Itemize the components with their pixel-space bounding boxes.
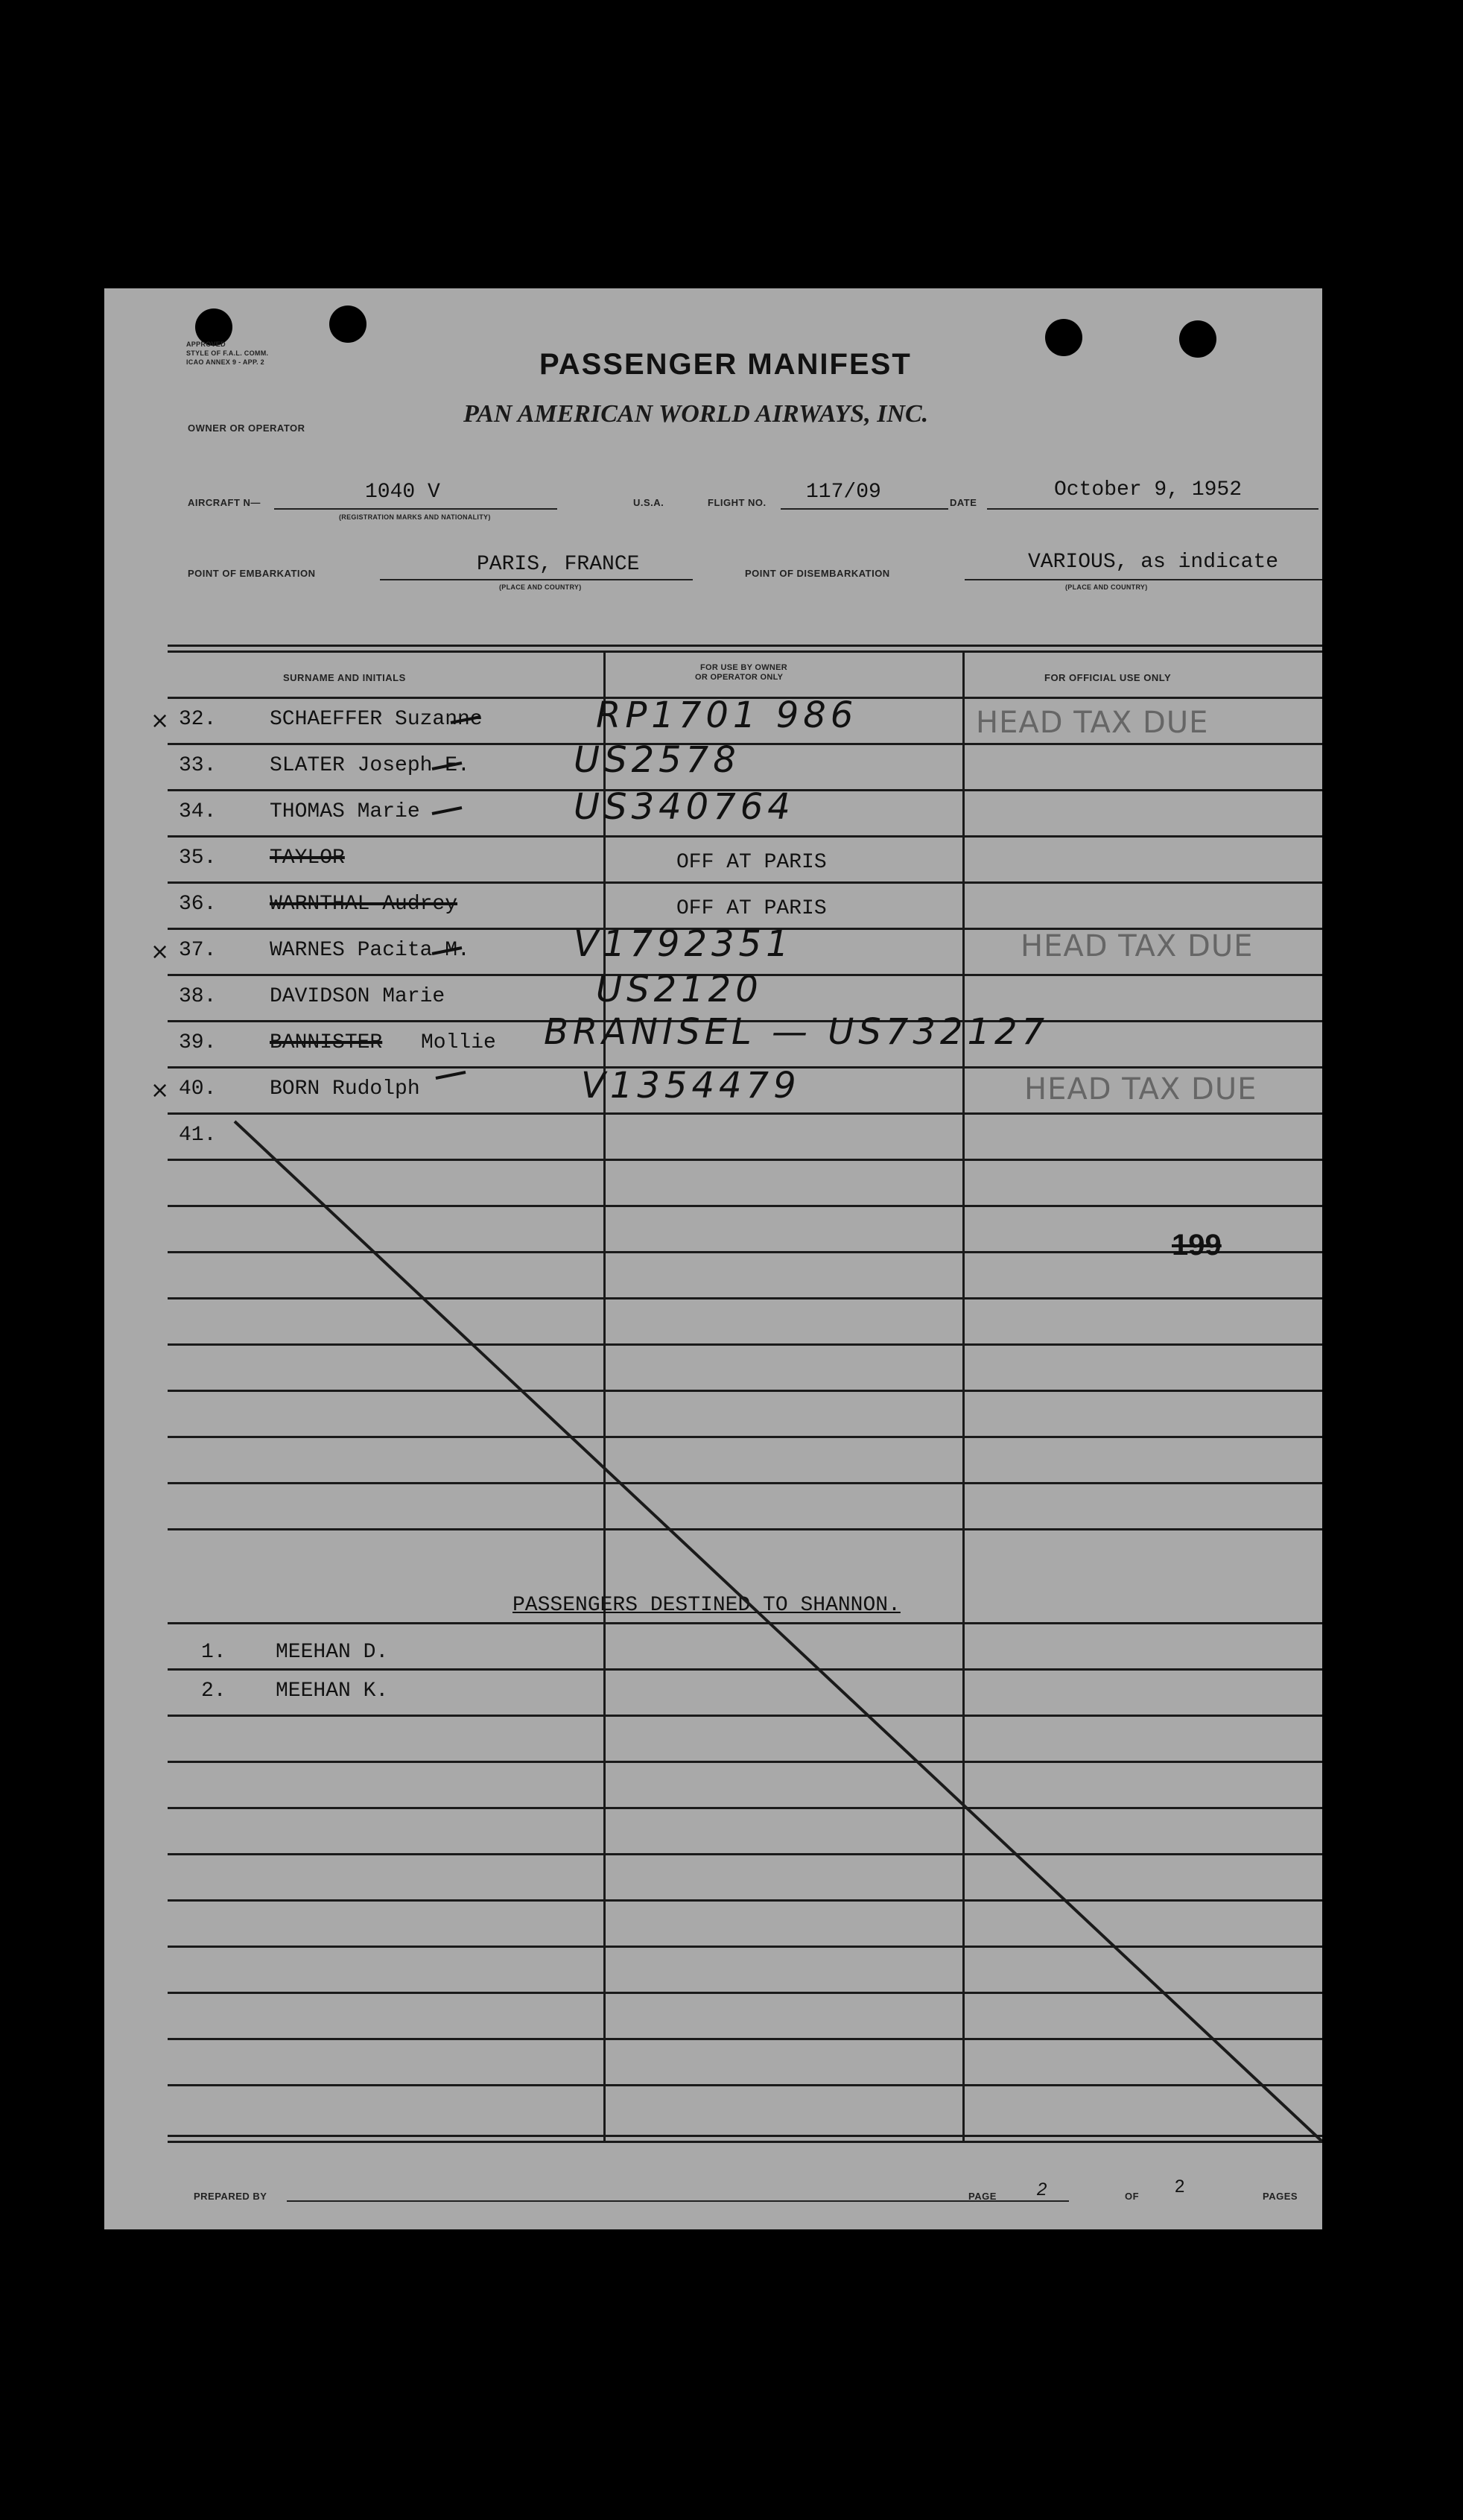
passport-number: RP1701 986 <box>596 694 858 736</box>
page-title: PASSENGER MANIFEST <box>539 348 912 381</box>
pages-label: PAGES <box>1263 2191 1298 2202</box>
passenger-name: BORN Rudolph <box>270 1077 420 1101</box>
check-mark: × <box>150 1077 170 1104</box>
date-value: October 9, 1952 <box>1054 478 1243 501</box>
passenger-name: THOMAS Marie <box>270 800 420 823</box>
passenger-name: WARNES Pacita M. <box>270 939 470 962</box>
approved-sub: ICAO ANNEX 9 - APP. 2 <box>186 358 264 366</box>
passenger-name: SLATER Joseph E. <box>270 754 470 777</box>
aircraft-label: AIRCRAFT N— <box>188 497 261 508</box>
row-number: 38. <box>179 985 217 1008</box>
head-tax-stamp: HEAD TAX DUE <box>1024 1072 1257 1107</box>
row-number: 36. <box>179 893 217 916</box>
embark-label: POINT OF EMBARKATION <box>188 568 316 579</box>
underline <box>287 2200 1069 2202</box>
disembark-value: VARIOUS, as indicate <box>1028 551 1279 574</box>
of-value: 2 <box>1175 2176 1185 2197</box>
col-official-header: FOR OFFICIAL USE ONLY <box>1044 672 1172 683</box>
registration-note: (REGISTRATION MARKS AND NATIONALITY) <box>339 513 491 521</box>
row-number: 32. <box>179 708 217 731</box>
status-note: OFF AT PARIS <box>676 897 827 920</box>
date-label: DATE <box>950 497 977 508</box>
flight-value: 117/09 <box>806 481 881 504</box>
status-note: OFF AT PARIS <box>676 851 827 874</box>
passenger-name: MEEHAN D. <box>276 1641 389 1664</box>
page-value: 2 <box>1037 2179 1047 2200</box>
row-number: 37. <box>179 939 217 962</box>
passport-number: US340764 <box>574 786 795 828</box>
col-owner-header: OR OPERATOR ONLY <box>695 673 784 682</box>
disembark-label: POINT OF DISEMBARKATION <box>745 568 890 579</box>
passenger-name-struck: TAYLOR <box>270 846 345 870</box>
struck-annotation: 199 <box>1172 1229 1222 1261</box>
page-label: PAGE <box>968 2191 997 2202</box>
passport-number: US2578 <box>574 739 740 781</box>
row-number: 34. <box>179 800 217 823</box>
row-number: 2. <box>201 1680 226 1703</box>
passenger-name-struck: BANNISTER <box>270 1031 383 1054</box>
head-tax-stamp: HEAD TAX DUE <box>976 706 1209 740</box>
airline-name: PAN AMERICAN WORLD AIRWAYS, INC. <box>463 400 929 428</box>
usa-label: U.S.A. <box>633 497 664 508</box>
passport-number: V1354479 <box>581 1065 801 1107</box>
col-owner-header: FOR USE BY OWNER <box>700 663 788 672</box>
passenger-name: MEEHAN K. <box>276 1680 389 1703</box>
passenger-name: DAVIDSON Marie <box>270 985 445 1008</box>
check-mark: × <box>150 939 170 965</box>
head-tax-stamp: HEAD TAX DUE <box>1021 929 1254 963</box>
row-number: 35. <box>179 846 217 870</box>
passenger-name: SCHAEFFER Suzanne <box>270 708 483 731</box>
col-surname-header: SURNAME AND INITIALS <box>283 672 406 683</box>
void-diagonal-line <box>104 288 1322 2229</box>
disembark-note: (PLACE AND COUNTRY) <box>1065 583 1148 591</box>
manifest-sheet <box>104 288 1322 2229</box>
passport-number: V1792351 <box>574 923 793 965</box>
approved-sub: STYLE OF F.A.L. COMM. <box>186 349 269 357</box>
shannon-header: PASSENGERS DESTINED TO SHANNON. <box>512 1594 901 1617</box>
check-mark: × <box>150 708 170 734</box>
row-number: 39. <box>179 1031 217 1054</box>
flight-label: FLIGHT NO. <box>708 497 767 508</box>
of-label: OF <box>1125 2191 1140 2202</box>
passport-number: US2120 <box>596 969 763 1010</box>
row-number: 1. <box>201 1641 226 1664</box>
row-number: 40. <box>179 1077 217 1101</box>
embark-value: PARIS, FRANCE <box>477 553 640 576</box>
aircraft-value: 1040 V <box>365 481 440 504</box>
embark-note: (PLACE AND COUNTRY) <box>499 583 582 591</box>
passenger-name-struck: WARNTHAL Audrey <box>270 893 458 916</box>
row-number: 33. <box>179 754 217 777</box>
owner-label: OWNER OR OPERATOR <box>188 422 305 434</box>
row-number: 41. <box>179 1124 217 1147</box>
prepared-by-label: PREPARED BY <box>194 2191 267 2202</box>
passenger-name: Mollie <box>421 1031 496 1054</box>
approved-stamp: APPROVED <box>186 341 226 348</box>
passport-number: BRANISEL — US732127 <box>544 1011 1050 1053</box>
